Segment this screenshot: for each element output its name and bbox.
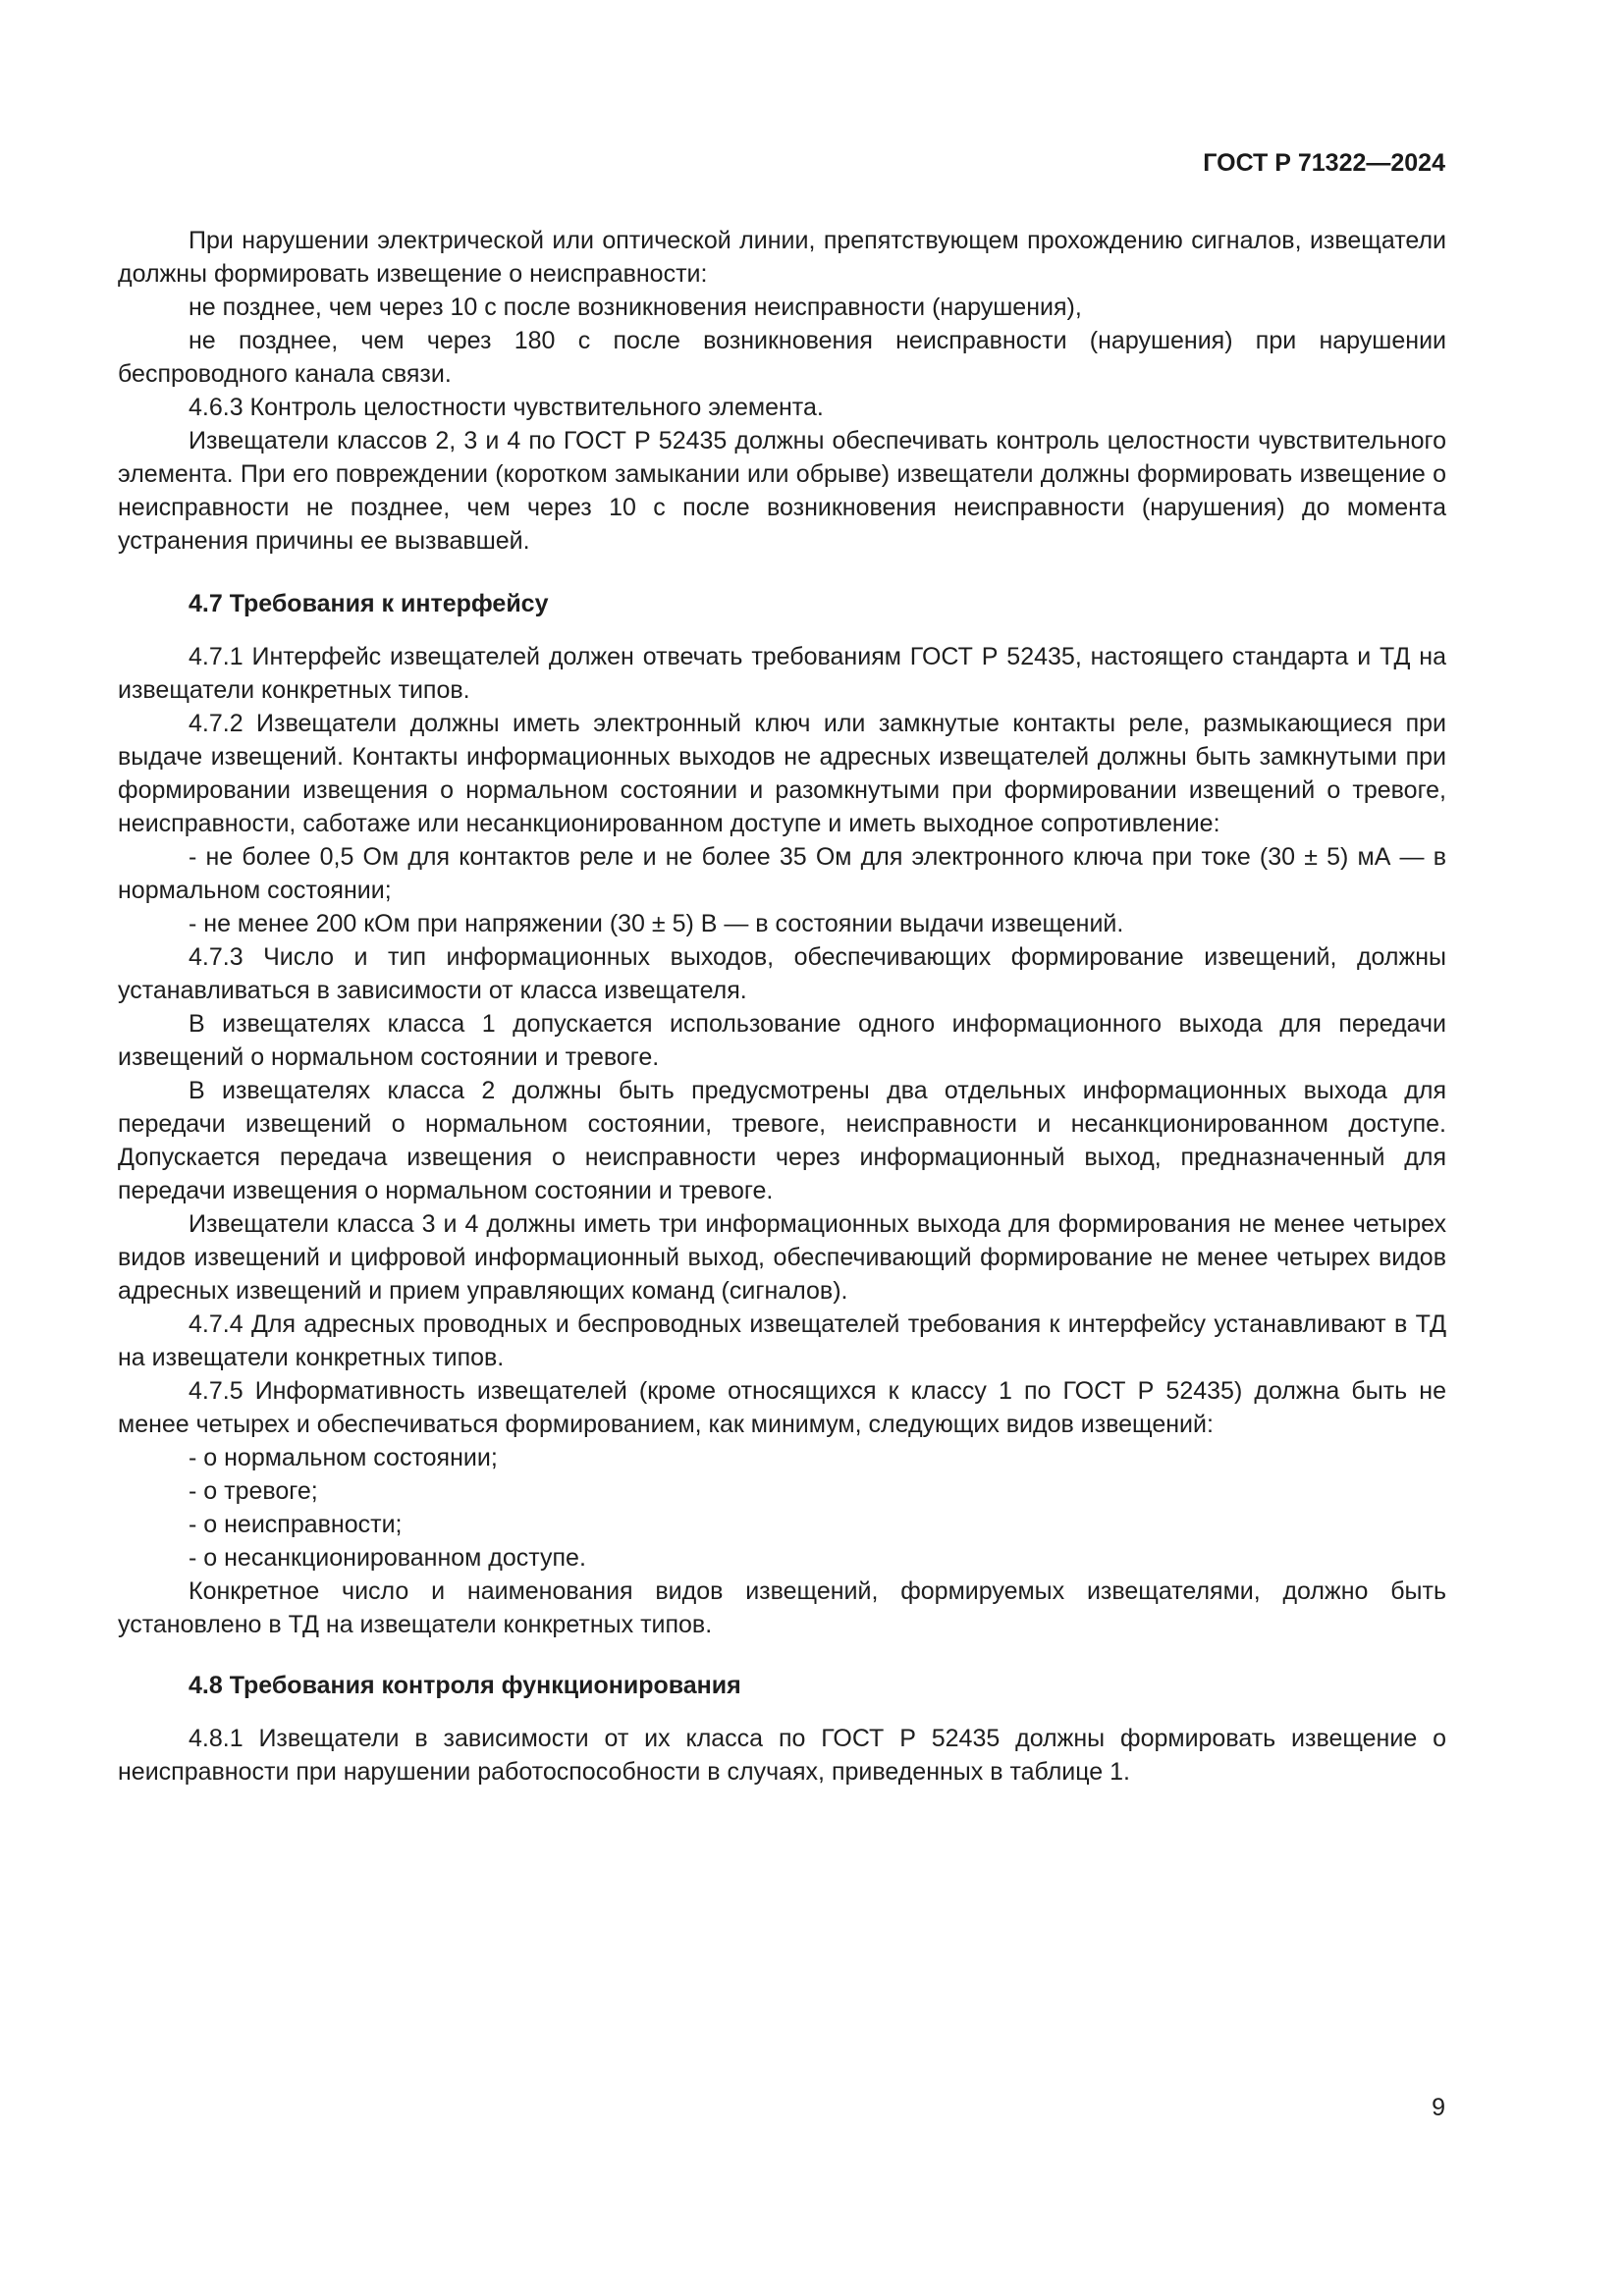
section-heading: 4.8 Требования контроля функционирования bbox=[189, 1672, 741, 1699]
paragraph: не позднее, чем через 10 с после возникновения неисправности (нарушения), bbox=[189, 294, 1082, 321]
paragraph: 4.7.3 Число и тип информационных выходов, обеспечивающих формирование извещений, должны устанавливаться в зависимости от класса извещателя. bbox=[118, 943, 1446, 1004]
list-item: - о несанкционированном доступе. bbox=[189, 1544, 586, 1572]
list-item: - о тревоге; bbox=[189, 1477, 318, 1505]
paragraph: 4.7.2 Извещатели должны иметь электронный ключ или замкнутые контакты реле, размыкающиеся при выдаче извещений. Контакты информационных выходов не адресных извещателей должны быть замкнутыми при формировании извещения о нормальном состоянии и разомкнутыми при формировании извещений о тревоге, неисправности, саботаже или несанкционированном доступе и иметь выходное сопротивление: bbox=[118, 710, 1446, 837]
paragraph: 4.8.1 Извещатели в зависимости от их класса по ГОСТ Р 52435 должны формировать извещение о неисправности при нарушении работоспособности в случаях, приведенных в таблице 1. bbox=[118, 1725, 1446, 1786]
paragraph: 4.7.5 Информативность извещателей (кроме относящихся к классу 1 по ГОСТ Р 52435) должна быть не менее четырех и обеспечиваться формированием, как минимум, следующих видов извещений: bbox=[118, 1377, 1446, 1438]
paragraph: Извещатели классов 2, 3 и 4 по ГОСТ Р 52435 должны обеспечивать контроль целостности чувствительного элемента. При его повреждении (коротком замыкании или обрыве) извещатели должны формировать извещение о неисправности не позднее, чем через 10 с после возникновения неисправности (нарушения) до момента устранения причины ее вызвавшей. bbox=[118, 427, 1446, 555]
page-number: 9 bbox=[1432, 2094, 1445, 2121]
list-item: - не менее 200 кОм при напряжении (30 ± 5) В — в состоянии выдачи извещений. bbox=[189, 910, 1124, 937]
document-body bbox=[118, 224, 1446, 1789]
list-item: - не более 0,5 Ом для контактов реле и не более 35 Ом для электронного ключа при токе (30 ± 5) мА — в нормальном состоянии; bbox=[118, 843, 1446, 904]
paragraph: Извещатели класса 3 и 4 должны иметь три информационных выхода для формирования не менее четырех видов извещений и цифровой информационный выход, обеспечивающий формирование не менее четырех видов адресных извещений и прием управляющих команд (сигналов). bbox=[118, 1210, 1446, 1305]
paragraph: 4.6.3 Контроль целостности чувствительного элемента. bbox=[189, 394, 824, 421]
document-id: ГОСТ Р 71322—2024 bbox=[1203, 149, 1445, 177]
paragraph: 4.7.1 Интерфейс извещателей должен отвечать требованиям ГОСТ Р 52435, настоящего стандарта и ТД на извещатели конкретных типов. bbox=[118, 643, 1446, 704]
paragraph: Конкретное число и наименования видов извещений, формируемых извещателями, должно быть установлено в ТД на извещатели конкретных типов. bbox=[118, 1577, 1446, 1638]
list-item: - о неисправности; bbox=[189, 1511, 403, 1538]
paragraph: При нарушении электрической или оптической линии, препятствующем прохождению сигналов, извещатели должны формировать извещение о неисправности: bbox=[118, 227, 1446, 288]
section-heading: 4.7 Требования к интерфейсу bbox=[189, 590, 549, 617]
paragraph: В извещателях класса 2 должны быть предусмотрены два отдельных информационных выхода для передачи извещений о нормальном состоянии, тревоге, неисправности и несанкционированном доступе. Допускается передача извещения о неисправности через информационный выход, предназначенный для передачи извещения о нормальном состоянии и тревоге. bbox=[118, 1077, 1446, 1204]
paragraph: В извещателях класса 1 допускается использование одного информационного выхода для передачи извещений о нормальном состоянии и тревоге. bbox=[118, 1010, 1446, 1071]
list-item: - о нормальном состоянии; bbox=[189, 1444, 498, 1471]
paragraph: не позднее, чем через 180 с после возникновения неисправности (нарушения) при нарушении беспроводного канала связи. bbox=[118, 327, 1446, 388]
paragraph: 4.7.4 Для адресных проводных и беспроводных извещателей требования к интерфейсу устанавливают в ТД на извещатели конкретных типов. bbox=[118, 1310, 1446, 1371]
